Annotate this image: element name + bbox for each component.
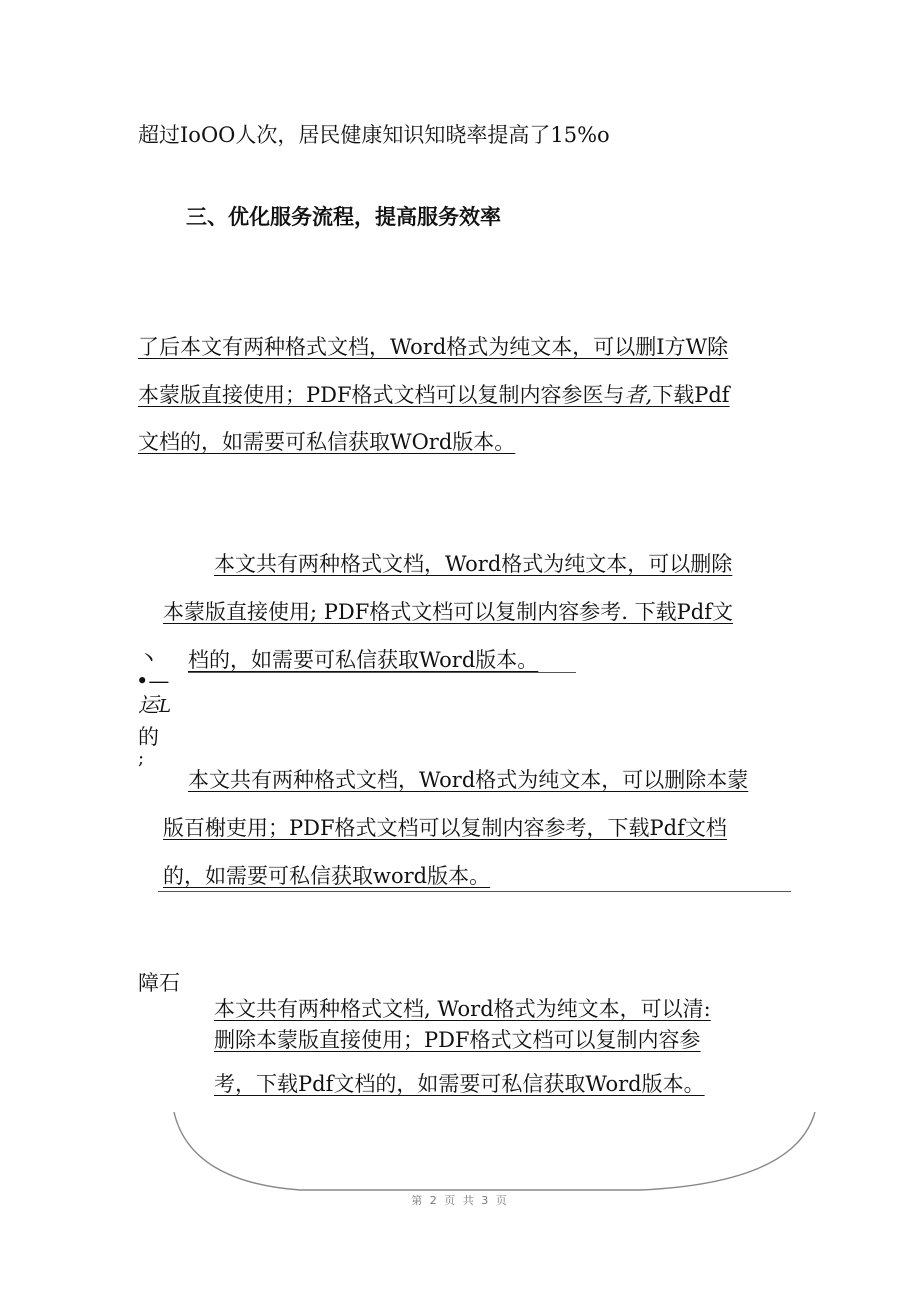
paragraph-line: 本文共有两种格式文档，Word格式为纯文本，可以删除: [214, 552, 733, 576]
margin-mark: ;: [138, 748, 145, 769]
paragraph-line: 删除本蒙版直接使用；PDF格式文档可以复制内容参: [214, 1028, 701, 1052]
paragraph-line: 考，下载Pdf文档的，如需要可私信获取Word版本。: [214, 1072, 705, 1096]
paragraph-line: 本文共有两种格式文档, Word格式为纯文本，可以清:: [214, 997, 711, 1021]
margin-mark: •—: [136, 669, 170, 693]
page-footer: 第 2 页 共 3 页: [411, 1194, 509, 1207]
paragraph-line: 文档的，如需要可私信获取WOrd版本。: [138, 430, 516, 454]
paragraph-segment: 本蒙版直接使用；PDF格式文档可以复制内容参医与: [138, 383, 625, 407]
paragraph-line: 本蒙版直接使用; PDF格式文档可以复制内容参考. 下载Pdf文: [163, 600, 733, 624]
section-heading: 三、优化服务流程，提高服务效率: [186, 204, 501, 229]
margin-mark: 丶: [138, 647, 159, 671]
paragraph-segment: 下载Pdf: [652, 383, 730, 407]
paragraph-line: 本文共有两种格式文档，Word格式为纯文本，可以删除本蒙: [188, 768, 749, 792]
paragraph-line: 档的，如需要可私信获取Word版本。: [188, 648, 539, 672]
margin-mark: 的: [138, 725, 159, 749]
paragraph-line: 了后本文有两种格式文档，Word格式为纯文本，可以删I方W除: [138, 335, 729, 359]
paragraph-line: 版百榭吏用；PDF格式文档可以复制内容参考，下载Pdf文档: [163, 816, 727, 840]
paragraph-segment: 者,: [624, 383, 653, 407]
margin-mark-char: 运: [138, 693, 159, 717]
margin-mark-char: L: [159, 696, 171, 717]
block-label: 障石: [138, 971, 180, 995]
paragraph-line: 的，如需要可私信获取word版本。: [163, 864, 491, 888]
body-text-line: 超过IoOO人次，居民健康知识知晓率提高了15%o: [138, 123, 610, 147]
